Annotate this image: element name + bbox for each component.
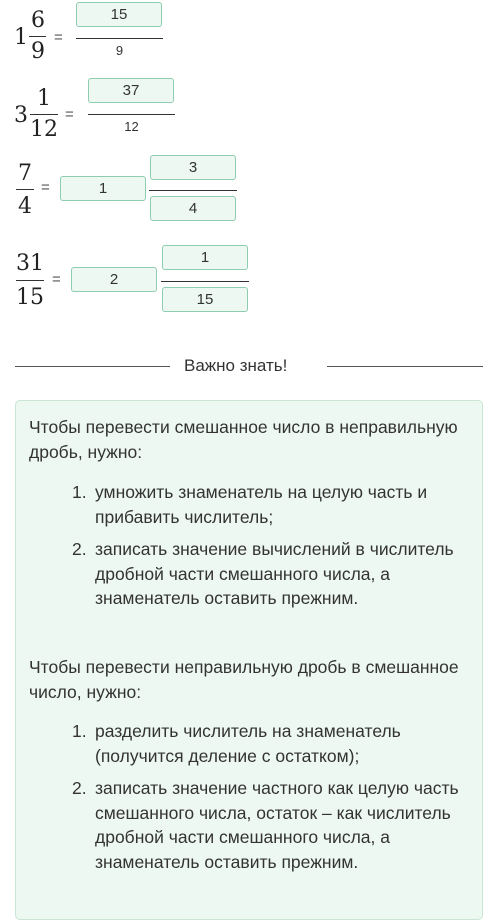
answer-whole-input[interactable]: 1	[60, 176, 146, 201]
fraction-bar	[149, 190, 237, 191]
fraction-numerator: 1	[37, 86, 51, 111]
fraction-numerator: 6	[31, 8, 45, 33]
important-title: Важно знать!	[184, 356, 288, 375]
fraction-bar	[30, 114, 58, 115]
answer-denominator: 12	[124, 119, 139, 134]
fraction-denominator: 9	[31, 39, 45, 64]
answer-denominator-input[interactable]: 15	[162, 287, 248, 312]
rule-list-2	[72, 719, 482, 882]
equals-sign: =	[52, 271, 61, 288]
list-item: 1. умножить знаменатель на целую часть и прибавить числитель;	[72, 482, 428, 527]
answer-numerator-input[interactable]: 1	[162, 245, 248, 270]
fraction-bar	[76, 38, 163, 39]
rule-list-1	[72, 480, 482, 619]
list-item: 2. записать значение вычислений в числитель дробной части смешанного числа, а знаменатель оставить прежним.	[72, 539, 454, 608]
answer-whole-input[interactable]: 2	[71, 267, 157, 292]
answer-numerator-input[interactable]: 37	[88, 78, 174, 103]
fraction-bar	[29, 36, 46, 37]
mixed-whole: 1	[14, 25, 28, 50]
fraction-denominator: 4	[18, 194, 32, 219]
divider-right	[327, 366, 483, 367]
fraction-denominator: 12	[30, 117, 58, 142]
answer-denominator: 9	[115, 43, 124, 58]
equals-sign: =	[41, 179, 50, 196]
answer-numerator-input[interactable]: 3	[150, 155, 236, 180]
list-item: 1. разделить числитель на знаменатель (получится деление с остатком);	[72, 721, 401, 766]
mixed-whole: 3	[14, 103, 28, 128]
fraction-denominator: 15	[16, 285, 44, 310]
rule-paragraph-2: Чтобы перевести неправильную дробь в смешанное число, нужно:	[29, 657, 459, 702]
fraction-bar	[16, 189, 34, 190]
list-item: 2. записать значение частного как целую часть смешанного числа, остаток – как числитель дробной части смешанного числа, а знаменатель оставить прежним.	[72, 778, 459, 872]
fraction-numerator: 7	[18, 161, 32, 186]
rule-paragraph-1: Чтобы перевести смешанное число в неправильную дробь, нужно:	[29, 417, 458, 462]
fraction-numerator: 31	[16, 251, 44, 276]
fraction-bar	[16, 280, 44, 281]
answer-denominator-input[interactable]: 4	[150, 196, 236, 221]
answer-numerator-input[interactable]: 15	[76, 2, 162, 27]
equals-sign: =	[54, 29, 63, 46]
fraction-bar	[88, 114, 175, 115]
equals-sign: =	[65, 106, 74, 123]
divider-left	[15, 366, 170, 367]
fraction-bar	[161, 281, 249, 282]
